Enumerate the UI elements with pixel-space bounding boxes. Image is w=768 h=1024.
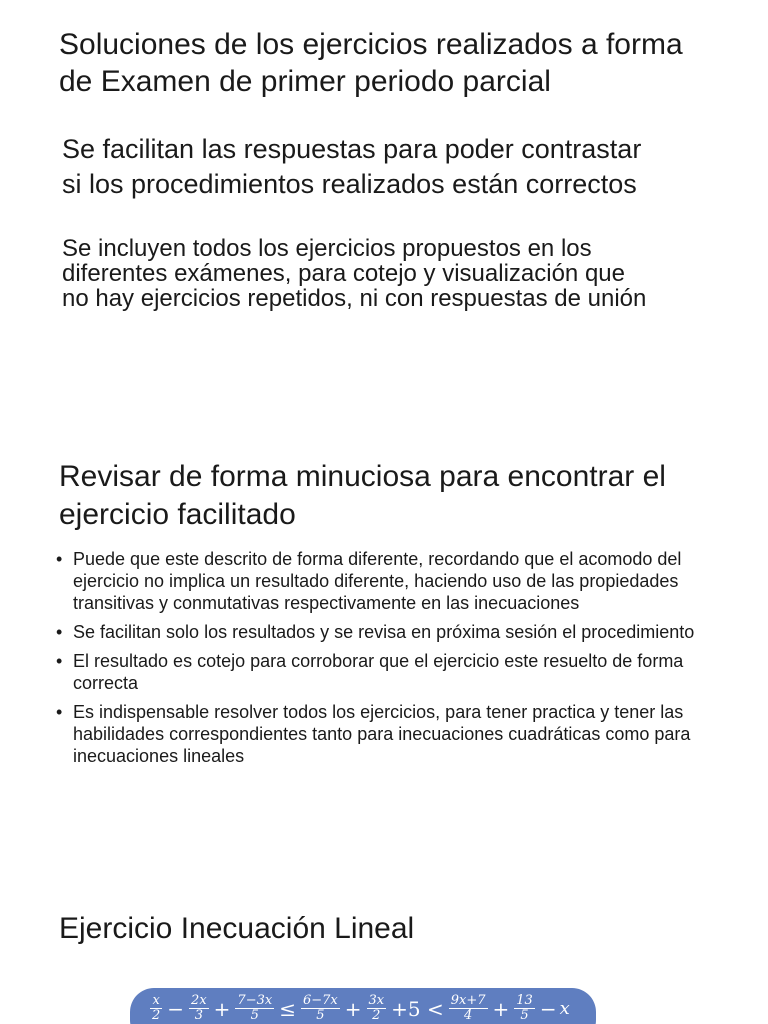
fraction-4 xyxy=(301,994,340,1023)
operator-4: + xyxy=(344,997,362,1021)
fraction-7 xyxy=(514,994,535,1023)
slide1-title-line2: de Examen de primer periodo parcial xyxy=(59,65,551,98)
slide1-body-line2: diferentes exámenes, para cotejo y visualización que xyxy=(62,260,625,287)
operator-6: + xyxy=(492,997,510,1021)
fraction-numerator: 9x+7 xyxy=(450,993,486,1008)
fraction-numerator: 2x xyxy=(191,993,207,1008)
fraction-denominator: 2 xyxy=(372,1008,381,1023)
bullet-icon: • xyxy=(56,549,63,569)
fraction-1 xyxy=(150,994,162,1023)
fraction-denominator: 3 xyxy=(194,1008,203,1023)
variable-term: x xyxy=(559,998,570,1019)
fraction-numerator: 7−3x xyxy=(237,993,273,1008)
bullet-text: Es indispensable resolver todos los ejercicios, para tener practica y tener las habilidades correspondientes tanto para inecuaciones cuadráticas como para inecuaciones lineales xyxy=(73,702,691,766)
slide1-title xyxy=(59,26,749,100)
bullet-text: Se facilitan solo los resultados y se revisa en próxima sesión el procedimiento xyxy=(73,622,695,642)
slide1-subtitle-line2: si los procedimientos realizados están correctos xyxy=(62,169,637,199)
bullet-icon: • xyxy=(56,651,63,671)
fraction-6 xyxy=(449,994,488,1023)
slide1-body-line1: Se incluyen todos los ejercicios propuestos en los xyxy=(62,235,592,262)
fraction-denominator: 4 xyxy=(463,1008,473,1023)
fraction-denominator: 5 xyxy=(316,1008,325,1023)
slide1-subtitle xyxy=(62,132,752,202)
fraction-denominator: 5 xyxy=(520,1008,529,1023)
fraction-5 xyxy=(367,994,387,1023)
operator-2: + xyxy=(213,997,231,1021)
slide2-title xyxy=(59,458,749,534)
slide3-title: Ejercicio Inecuación Lineal xyxy=(59,912,415,945)
slide1-body-line3: no hay ejercicios repetidos, ni con respuestas de unión xyxy=(62,285,647,312)
fraction-numerator: 3x xyxy=(368,993,385,1008)
slide1-subtitle-line1: Se facilitan las respuestas para poder contrastar xyxy=(62,134,642,164)
bullet-text: Puede que este descrito de forma diferente, recordando que el acomodo del ejercicio no implica un resultado diferente, haciendo uso de las propiedades transitivas y conmutativas respectivamente en las inecuaciones xyxy=(73,549,682,613)
fraction-2 xyxy=(189,994,209,1023)
bullet-icon: • xyxy=(56,702,63,722)
list-item xyxy=(56,650,716,694)
fraction-3 xyxy=(235,994,274,1023)
inequality-expression-banner xyxy=(130,988,596,1024)
fraction-denominator: 2 xyxy=(152,1008,161,1023)
list-item xyxy=(56,548,716,614)
fraction-numerator: 13 xyxy=(516,993,533,1008)
fraction-numerator: 6−7x xyxy=(302,993,338,1008)
operator-7: − xyxy=(539,997,557,1021)
bullet-text: El resultado es cotejo para corroborar que el ejercicio este resuelto de forma correcta xyxy=(73,651,684,693)
slide2-title-line2: ejercicio facilitado xyxy=(59,498,296,531)
operator-1: − xyxy=(167,997,185,1021)
list-item xyxy=(56,701,716,767)
slide2-title-line1: Revisar de forma minuciosa para encontrar el xyxy=(59,460,666,493)
slide2-bullet-list xyxy=(56,548,716,774)
bullet-icon: • xyxy=(56,622,63,642)
operator-3: ≤ xyxy=(279,997,296,1021)
list-item xyxy=(56,621,716,643)
slide1-body xyxy=(62,236,762,311)
fraction-numerator: x xyxy=(152,993,160,1008)
operator-5: +5 < xyxy=(391,997,444,1021)
fraction-denominator: 5 xyxy=(250,1008,259,1023)
slide1-title-line1: Soluciones de los ejercicios realizados a forma xyxy=(59,28,683,61)
